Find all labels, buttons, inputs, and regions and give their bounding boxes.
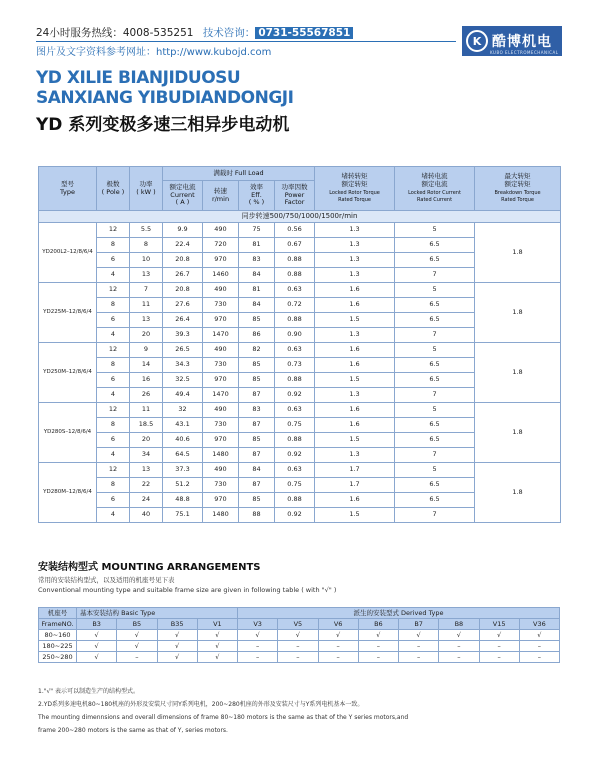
table-cell: 87 — [239, 448, 275, 463]
table-cell: 7 — [395, 508, 475, 523]
table-cell: 6.5 — [395, 313, 475, 328]
table-cell: 0.92 — [275, 388, 315, 403]
table-cell: 85 — [239, 493, 275, 508]
mount-col-head: V3 — [238, 619, 278, 630]
table-cell: 0.63 — [275, 463, 315, 478]
table-cell: 87 — [239, 418, 275, 433]
table-cell: 75 — [239, 223, 275, 238]
mount-mark-cell: – — [439, 641, 479, 652]
mount-mark-cell: – — [479, 641, 519, 652]
table-cell: 26.5 — [163, 343, 203, 358]
mount-mark-cell: √ — [77, 641, 117, 652]
table-cell: 490 — [203, 343, 239, 358]
table-cell: 22.4 — [163, 238, 203, 253]
table-cell: 1480 — [203, 508, 239, 523]
col-head-locked-current: 堵转电流 额定电流 Locked Rotor Current Rated Current — [395, 167, 475, 211]
table-cell: 0.88 — [275, 313, 315, 328]
table-cell: 13 — [130, 313, 163, 328]
table-cell: 26 — [130, 388, 163, 403]
table-cell: 20 — [130, 328, 163, 343]
mount-mark-cell: √ — [197, 630, 237, 641]
table-cell: 6.5 — [395, 493, 475, 508]
table-cell: 7 — [130, 283, 163, 298]
header-hotline-line — [36, 25, 353, 40]
table-cell: 7 — [395, 268, 475, 283]
mount-mark-cell: – — [318, 641, 358, 652]
table-cell: 1.5 — [315, 313, 395, 328]
hotline-text: 24小时服务热线：4008-535251 — [36, 27, 194, 39]
header-divider — [36, 41, 456, 42]
table-cell: 4 — [97, 268, 130, 283]
table-cell: 83 — [239, 253, 275, 268]
table-cell: 9.9 — [163, 223, 203, 238]
table-cell: 27.6 — [163, 298, 203, 313]
table-cell: 0.75 — [275, 418, 315, 433]
mount-head-basic: 基本安装结构 Basic Type — [77, 608, 238, 619]
table-cell: 0.90 — [275, 328, 315, 343]
table-cell: 13 — [130, 268, 163, 283]
note-line-1: 1."√" 表示可以制造生产的结构型式。 — [38, 688, 139, 695]
mount-mark-cell: √ — [77, 652, 117, 663]
table-cell: 88 — [239, 508, 275, 523]
table-cell: 6 — [97, 253, 130, 268]
table-cell: 1.6 — [315, 403, 395, 418]
mount-mark-cell: – — [358, 652, 398, 663]
breakdown-torque-cell: 1.8 — [475, 283, 561, 343]
table-cell: 87 — [239, 478, 275, 493]
col-head-locked-torque: 堵转转矩 额定转矩 Locked Rotor Torque Rated Torque — [315, 167, 395, 211]
mount-mark-cell: √ — [157, 630, 197, 641]
title-chinese: YD 系列变极多速三相异步电动机 — [36, 115, 290, 135]
mount-mark-cell: √ — [157, 641, 197, 652]
table-cell: 4 — [97, 508, 130, 523]
table-cell: 490 — [203, 223, 239, 238]
table-cell: 26.7 — [163, 268, 203, 283]
table-cell: 81 — [239, 238, 275, 253]
mount-mark-cell: – — [439, 652, 479, 663]
table-cell: 970 — [203, 253, 239, 268]
mount-col-head: B7 — [399, 619, 439, 630]
table-row — [39, 652, 560, 663]
note-line-3: The mounting dimennsions and overall dimensions of frame 80~180 motors is the same as that of the Y series motors,and — [38, 714, 409, 721]
mount-mark-cell: √ — [117, 630, 157, 641]
table-cell: 8 — [97, 478, 130, 493]
mounting-desc-cn: 常用的安装结构型式，以及适用的机座号见下表 — [38, 576, 175, 584]
mount-mark-cell: √ — [117, 641, 157, 652]
table-cell: 32.5 — [163, 373, 203, 388]
table-cell: 8 — [130, 238, 163, 253]
table-cell: 6 — [97, 493, 130, 508]
mount-mark-cell: – — [358, 641, 398, 652]
mount-col-head: B6 — [358, 619, 398, 630]
mount-head-derived: 派生的安装型式 Derived Type — [238, 608, 560, 619]
note-line-4: frame 200~280 motors is the same as that of Y, series motors. — [38, 727, 228, 734]
table-cell: 24 — [130, 493, 163, 508]
table-cell: 0.88 — [275, 493, 315, 508]
table-row — [39, 283, 561, 298]
table-cell: 7 — [395, 328, 475, 343]
mount-mark-cell: – — [479, 652, 519, 663]
table-cell: 85 — [239, 313, 275, 328]
table-cell: 5 — [395, 223, 475, 238]
breakdown-torque-cell: 1.8 — [475, 223, 561, 283]
table-cell: 6.5 — [395, 418, 475, 433]
mount-col-head: B3 — [77, 619, 117, 630]
frame-type-cell: YD280M–12/8/6/4 — [39, 463, 97, 523]
table-cell: 1.5 — [315, 508, 395, 523]
table-cell: 26.4 — [163, 313, 203, 328]
table-cell: 86 — [239, 328, 275, 343]
col-head-power-factor: 功率因数 Power Factor — [275, 181, 315, 211]
mount-mark-cell: – — [519, 652, 559, 663]
mount-col-head: V6 — [318, 619, 358, 630]
table-cell: 22 — [130, 478, 163, 493]
table-cell: 0.56 — [275, 223, 315, 238]
company-logo — [462, 26, 562, 56]
table-cell: 84 — [239, 268, 275, 283]
table-cell: 13 — [130, 463, 163, 478]
table-cell: 0.73 — [275, 358, 315, 373]
table-cell: 1.6 — [315, 418, 395, 433]
table-cell: 1.6 — [315, 343, 395, 358]
mount-mark-cell: – — [278, 641, 318, 652]
table-cell: 0.88 — [275, 253, 315, 268]
breakdown-torque-cell: 1.8 — [475, 463, 561, 523]
table-cell: 64.5 — [163, 448, 203, 463]
table-cell: 490 — [203, 283, 239, 298]
table-cell: 20.8 — [163, 253, 203, 268]
table-cell: 8 — [97, 238, 130, 253]
table-cell: 730 — [203, 358, 239, 373]
title-pinyin-line1: YD XILIE BIANJIDUOSU — [36, 68, 241, 88]
table-cell: 20 — [130, 433, 163, 448]
table-cell: 5.5 — [130, 223, 163, 238]
frame-type-cell: YD225M–12/8/6/4 — [39, 283, 97, 343]
table-cell: 1470 — [203, 388, 239, 403]
table-cell: 11 — [130, 298, 163, 313]
mount-mark-cell: √ — [77, 630, 117, 641]
table-cell: 40 — [130, 508, 163, 523]
col-head-full-load: 满载时 Full Load — [163, 167, 315, 181]
table-cell: 9 — [130, 343, 163, 358]
table-cell: 6.5 — [395, 433, 475, 448]
table-cell: 83 — [239, 403, 275, 418]
sync-speed-label: 同步转速500/750/1000/1500r/min — [39, 211, 561, 223]
website-text: 图片及文字资料参考网址：http://www.kubojd.com — [36, 47, 272, 58]
mount-mark-cell: √ — [439, 630, 479, 641]
mount-mark-cell: – — [318, 652, 358, 663]
mount-mark-cell: √ — [318, 630, 358, 641]
table-cell: 51.2 — [163, 478, 203, 493]
table-cell: 11 — [130, 403, 163, 418]
table-cell: 0.63 — [275, 283, 315, 298]
mount-mark-cell: √ — [278, 630, 318, 641]
table-cell: 85 — [239, 433, 275, 448]
table-cell: 1.3 — [315, 268, 395, 283]
table-cell: 85 — [239, 373, 275, 388]
mount-frame-cell: 250~280 — [39, 652, 77, 663]
mount-frame-cell: 180~225 — [39, 641, 77, 652]
breakdown-torque-cell: 1.8 — [475, 343, 561, 403]
table-cell: 0.75 — [275, 478, 315, 493]
table-cell: 1.3 — [315, 448, 395, 463]
table-cell: 49.4 — [163, 388, 203, 403]
table-cell: 84 — [239, 463, 275, 478]
mounting-desc-en: Conventional mounting type and suitable frame size are given in following table ( with "√" ) — [38, 586, 337, 594]
table-cell: 20.8 — [163, 283, 203, 298]
table-cell: 85 — [239, 358, 275, 373]
table-cell: 1.3 — [315, 328, 395, 343]
logo-subtext: KUBO ELECTROMECHANICAL — [490, 50, 559, 55]
table-cell: 12 — [97, 463, 130, 478]
table-cell: 6.5 — [395, 478, 475, 493]
table-cell: 14 — [130, 358, 163, 373]
tech-consult-label: 技术咨询： — [202, 27, 256, 39]
mount-mark-cell: – — [399, 652, 439, 663]
table-cell: 1.6 — [315, 358, 395, 373]
table-cell: 12 — [97, 403, 130, 418]
mount-col-head: V15 — [479, 619, 519, 630]
title-pinyin-line2: SANXIANG YIBUDIANDONGJI — [36, 88, 294, 108]
table-cell: 0.88 — [275, 373, 315, 388]
breakdown-torque-cell: 1.8 — [475, 403, 561, 463]
table-cell: 490 — [203, 403, 239, 418]
mount-mark-cell: √ — [479, 630, 519, 641]
performance-table — [38, 166, 561, 523]
table-cell: 1.5 — [315, 433, 395, 448]
table-cell: 10 — [130, 253, 163, 268]
table-cell: 7 — [395, 388, 475, 403]
table-cell: 720 — [203, 238, 239, 253]
table-cell: 12 — [97, 283, 130, 298]
table-cell: 37.3 — [163, 463, 203, 478]
logo-text: 酷博机电 — [492, 34, 552, 50]
table-cell: 8 — [97, 358, 130, 373]
table-cell: 16 — [130, 373, 163, 388]
table-cell: 0.67 — [275, 238, 315, 253]
table-cell: 0.92 — [275, 448, 315, 463]
table-cell: 1.6 — [315, 493, 395, 508]
table-cell: 970 — [203, 433, 239, 448]
table-cell: 0.88 — [275, 268, 315, 283]
table-cell: 40.6 — [163, 433, 203, 448]
table-cell: 490 — [203, 463, 239, 478]
table-cell: 12 — [97, 343, 130, 358]
table-cell: 970 — [203, 493, 239, 508]
table-cell: 6 — [97, 313, 130, 328]
table-cell: 8 — [97, 298, 130, 313]
table-cell: 730 — [203, 418, 239, 433]
mount-mark-cell: – — [399, 641, 439, 652]
table-row — [39, 463, 561, 478]
tech-consult-phone: 0731-55567851 — [255, 27, 353, 39]
col-head-power: 功率 ( kW ) — [130, 167, 163, 211]
col-head-current: 额定电流 Current ( A ) — [163, 181, 203, 211]
mount-mark-cell: √ — [197, 641, 237, 652]
table-cell: 1.5 — [315, 373, 395, 388]
frame-type-cell: YD200L2–12/8/6/4 — [39, 223, 97, 283]
table-cell: 84 — [239, 298, 275, 313]
table-cell: 18.5 — [130, 418, 163, 433]
col-head-speed: 转速 r/min — [203, 181, 239, 211]
table-cell: 12 — [97, 223, 130, 238]
table-cell: 4 — [97, 388, 130, 403]
table-cell: 6 — [97, 373, 130, 388]
mount-col-head: V1 — [197, 619, 237, 630]
mount-mark-cell: – — [238, 641, 278, 652]
mount-col-head: B8 — [439, 619, 479, 630]
table-row — [39, 641, 560, 652]
table-cell: 0.88 — [275, 433, 315, 448]
table-cell: 5 — [395, 463, 475, 478]
mount-col-head: B5 — [117, 619, 157, 630]
table-cell: 1470 — [203, 328, 239, 343]
mount-mark-cell: √ — [399, 630, 439, 641]
table-cell: 970 — [203, 313, 239, 328]
table-cell: 75.1 — [163, 508, 203, 523]
mount-mark-cell: √ — [238, 630, 278, 641]
mount-col-head: V5 — [278, 619, 318, 630]
table-cell: 5 — [395, 403, 475, 418]
table-cell: 1.6 — [315, 298, 395, 313]
table-cell: 48.8 — [163, 493, 203, 508]
mount-mark-cell: √ — [358, 630, 398, 641]
performance-table-body — [39, 211, 561, 523]
table-cell: 1460 — [203, 268, 239, 283]
col-head-type: 型号 Type — [39, 167, 97, 211]
mounting-table — [38, 607, 560, 663]
note-line-2: 2.YD系列多速电机80~180机座的外形及安装尺寸同Y系列电机，200~280机座的外形及安装尺寸与Y系列电机基本一致。 — [38, 701, 364, 708]
table-cell: 87 — [239, 388, 275, 403]
table-cell: 82 — [239, 343, 275, 358]
table-row — [39, 343, 561, 358]
mount-mark-cell: – — [519, 641, 559, 652]
table-cell: 0.63 — [275, 403, 315, 418]
mount-mark-cell: √ — [519, 630, 559, 641]
table-cell: 6.5 — [395, 358, 475, 373]
table-cell: 1.7 — [315, 463, 395, 478]
table-cell: 39.3 — [163, 328, 203, 343]
table-row — [39, 630, 560, 641]
col-head-breakdown-torque: 最大转矩 额定转矩 Breakdown Torque Rated Torque — [475, 167, 561, 211]
col-head-poles: 极数 ( Pole ) — [97, 167, 130, 211]
table-cell: 0.63 — [275, 343, 315, 358]
table-cell: 81 — [239, 283, 275, 298]
table-cell: 4 — [97, 448, 130, 463]
table-cell: 1.3 — [315, 388, 395, 403]
table-cell: 8 — [97, 418, 130, 433]
mount-head-frame: 机座号 — [39, 608, 77, 619]
table-cell: 970 — [203, 373, 239, 388]
table-cell: 730 — [203, 298, 239, 313]
table-cell: 6 — [97, 433, 130, 448]
table-cell: 6.5 — [395, 298, 475, 313]
frame-type-cell: YD250M–12/8/6/4 — [39, 343, 97, 403]
table-cell: 1.7 — [315, 478, 395, 493]
table-cell: 0.72 — [275, 298, 315, 313]
table-cell: 1.3 — [315, 223, 395, 238]
mount-frame-cell: 80~160 — [39, 630, 77, 641]
table-cell: 4 — [97, 328, 130, 343]
mount-mark-cell: √ — [197, 652, 237, 663]
table-cell: 43.1 — [163, 418, 203, 433]
table-cell: 7 — [395, 448, 475, 463]
table-cell: 730 — [203, 478, 239, 493]
table-cell: 34 — [130, 448, 163, 463]
mounting-table-body — [39, 630, 560, 663]
table-cell: 0.92 — [275, 508, 315, 523]
table-row — [39, 223, 561, 238]
table-cell: 1.6 — [315, 283, 395, 298]
table-cell: 1.3 — [315, 238, 395, 253]
mount-mark-cell: √ — [157, 652, 197, 663]
col-head-efficiency: 效率 Eff. ( % ) — [239, 181, 275, 211]
mount-mark-cell: – — [278, 652, 318, 663]
mount-head-frame-en: FrameNO. — [39, 619, 77, 630]
mount-mark-cell: – — [238, 652, 278, 663]
table-cell: 6.5 — [395, 373, 475, 388]
table-cell: 6.5 — [395, 238, 475, 253]
mounting-title: 安装结构型式 MOUNTING ARRANGEMENTS — [38, 562, 261, 573]
table-row — [39, 403, 561, 418]
frame-type-cell: YD280S–12/8/6/4 — [39, 403, 97, 463]
table-cell: 5 — [395, 283, 475, 298]
table-cell: 5 — [395, 343, 475, 358]
table-cell: 32 — [163, 403, 203, 418]
table-cell: 34.3 — [163, 358, 203, 373]
mount-mark-cell: – — [117, 652, 157, 663]
table-cell: 6.5 — [395, 253, 475, 268]
mount-col-head: V36 — [519, 619, 559, 630]
logo-mark-icon: K — [466, 30, 488, 52]
mount-col-head: B35 — [157, 619, 197, 630]
table-cell: 1480 — [203, 448, 239, 463]
table-cell: 1.3 — [315, 253, 395, 268]
